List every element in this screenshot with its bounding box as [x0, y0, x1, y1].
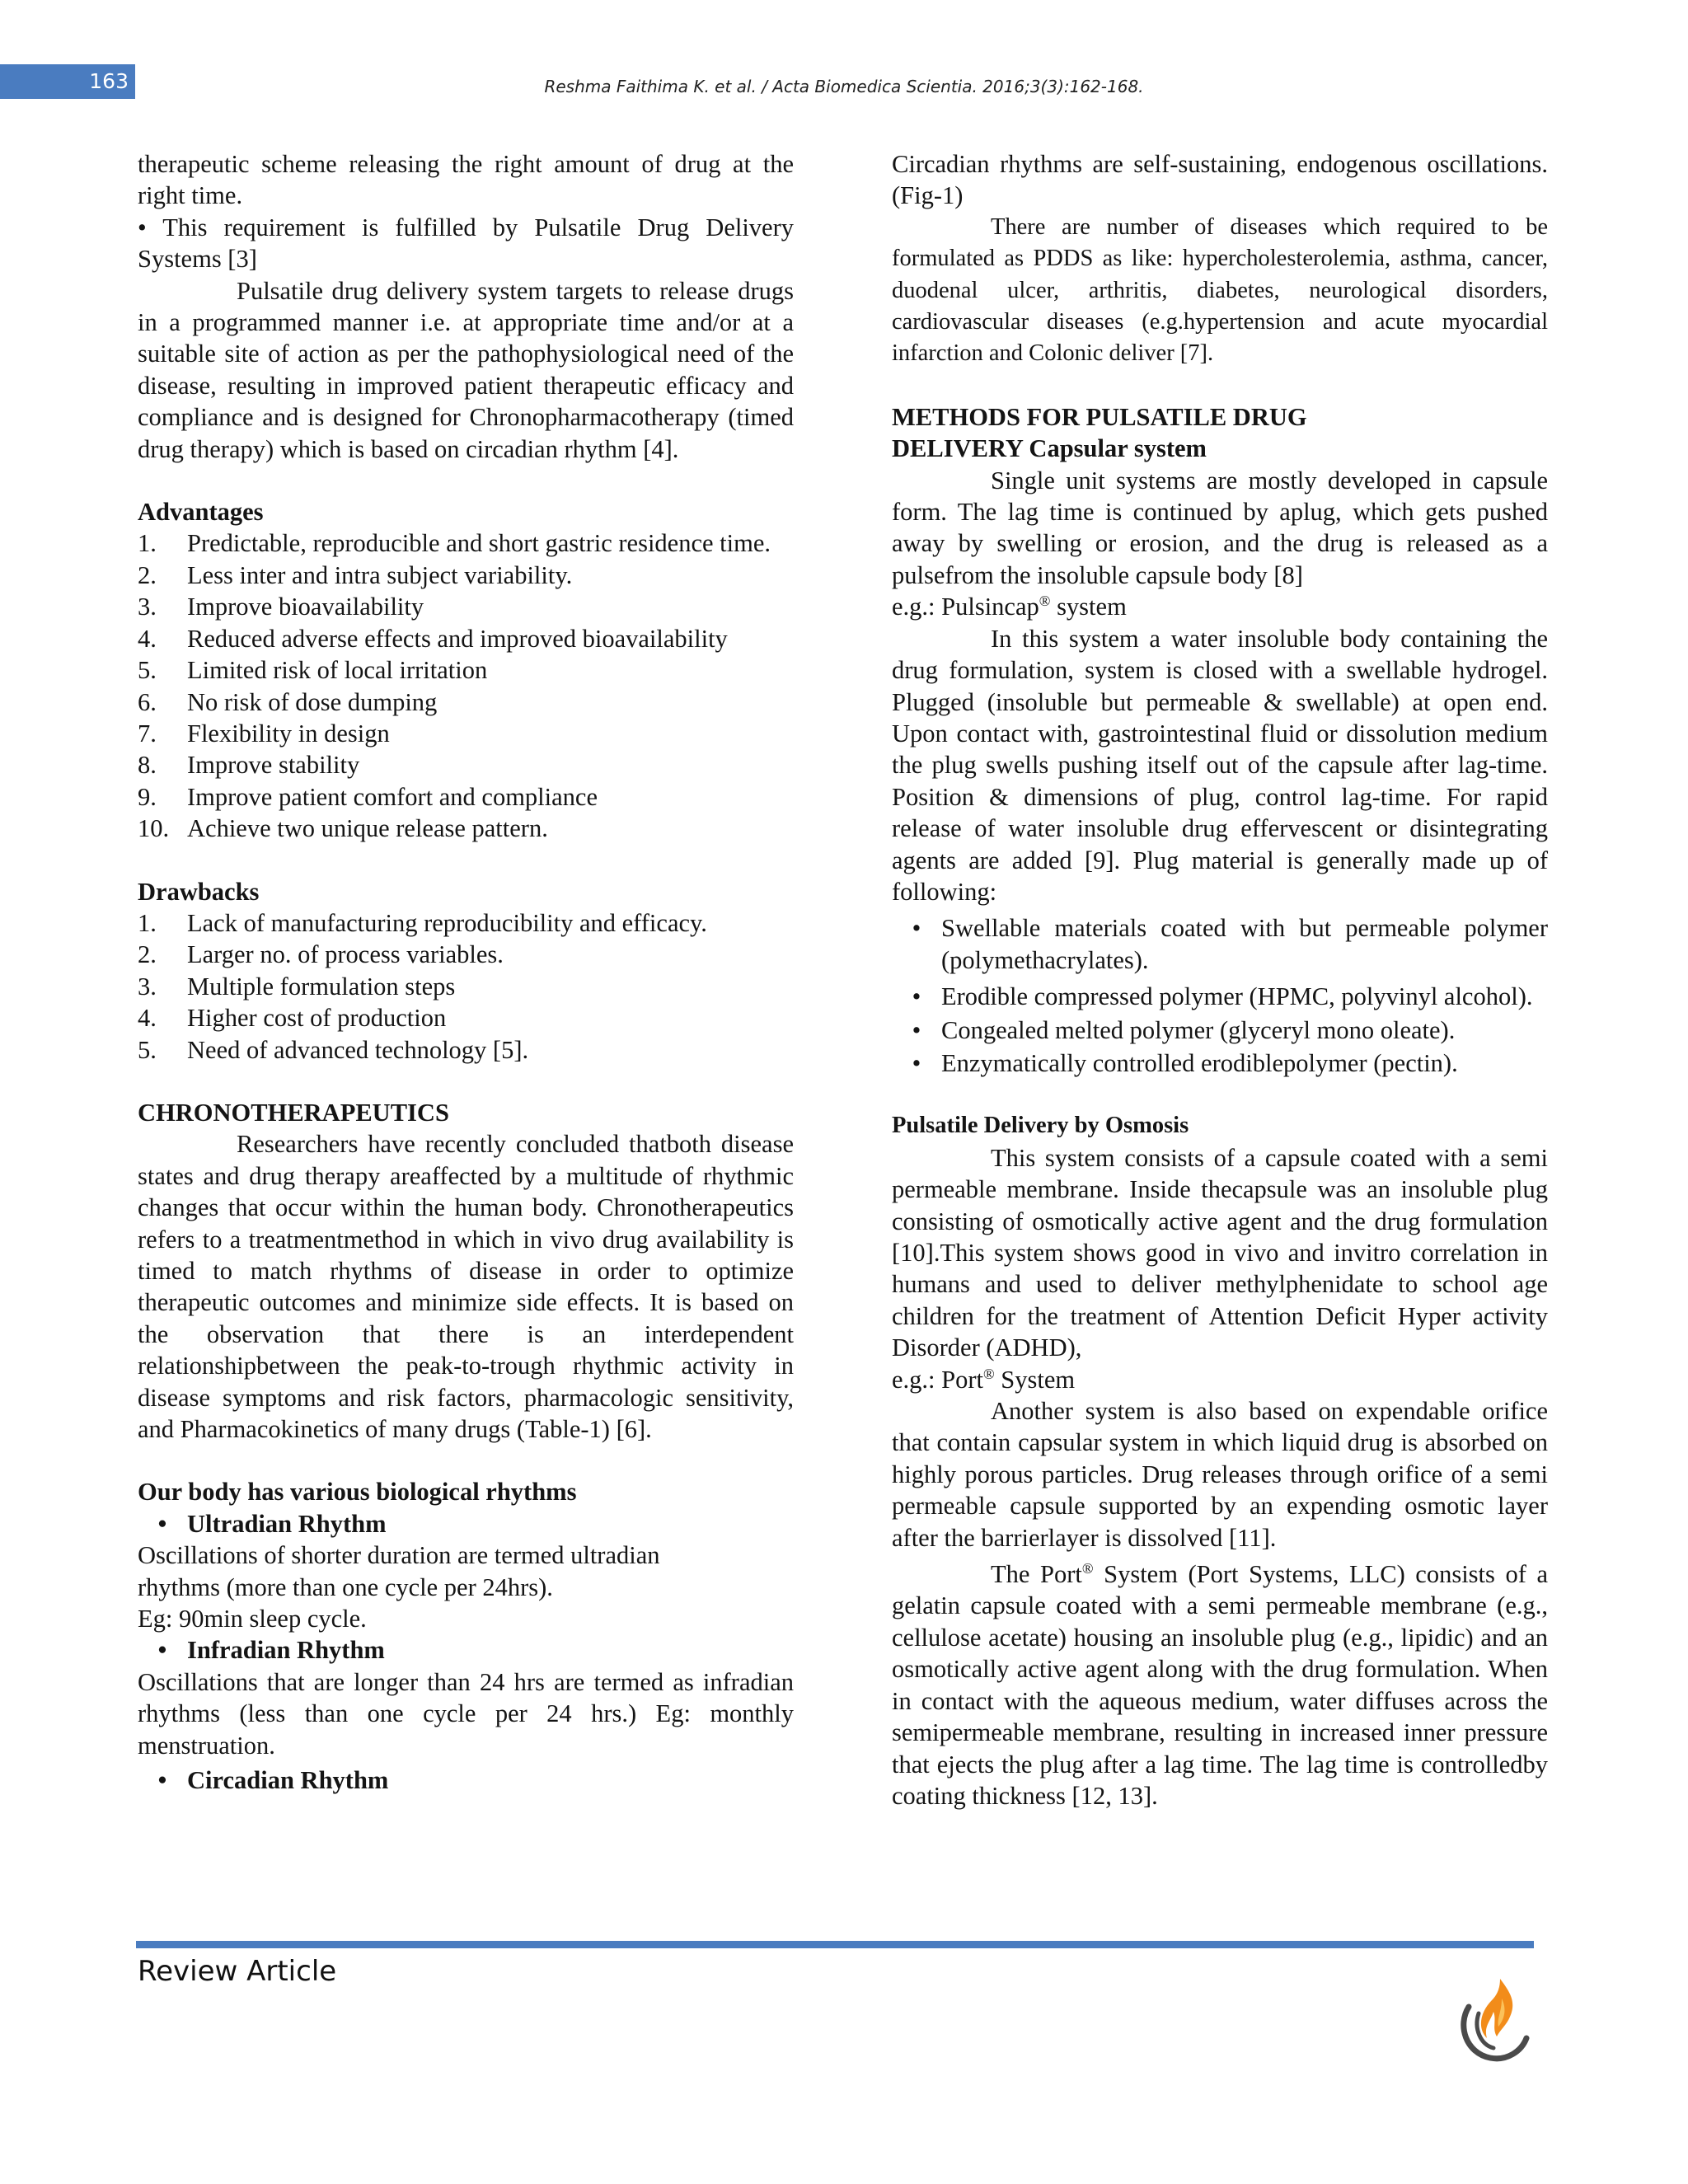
list-item: [138, 654, 794, 686]
paragraph: There are number of diseases which required to be formulated as PDDS as like: hypercholesterolemia, asthma, cancer, duodenal ulcer, arthritis, diabetes, neurological disorders, cardiovascular diseases (e.g.hypertension and acute myocardial infarction and Colonic deliver [7].: [892, 213, 1548, 367]
list-number: 8.: [138, 751, 157, 780]
section-heading-osmosis: Pulsatile Delivery by Osmosis: [892, 1113, 1189, 1139]
text-line: rhythms (more than one cycle per 24hrs).: [138, 1572, 553, 1601]
example-line: [892, 1364, 1548, 1395]
list-text: Reduced adverse effects and improved bioavailability: [187, 624, 728, 653]
section-heading-drawbacks: Drawbacks: [138, 877, 260, 906]
paragraph-text: The Port: [991, 1560, 1082, 1589]
list-number: 10.: [138, 814, 170, 843]
paragraph: [892, 1558, 1548, 1811]
bullet-glyph: •: [157, 1636, 167, 1665]
list-number: 3.: [138, 593, 157, 621]
bullet-heading: [138, 1765, 794, 1796]
paragraph: therapeutic scheme releasing the right amount of drug at the right time.: [138, 150, 794, 210]
list-number: 4.: [138, 1004, 157, 1033]
registered-mark: ®: [1081, 1559, 1094, 1577]
bullet-text: Erodible compressed polymer (HPMC, polyvinyl alcohol).: [941, 982, 1533, 1011]
list-text: Achieve two unique release pattern.: [187, 814, 548, 843]
section-heading-chronotherapeutics: CHRONOTHERAPEUTICS: [138, 1098, 449, 1127]
bullet-heading: [138, 1508, 794, 1540]
publisher-flame-logo-icon: [1451, 1974, 1533, 2064]
footer-rule: [136, 1941, 1534, 1948]
list-item: [892, 912, 1548, 976]
list-item: [892, 1047, 1548, 1079]
spacer: [892, 1079, 1548, 1110]
list-item: [138, 560, 794, 591]
list-item: [138, 1002, 794, 1033]
article-type-label: Review Article: [138, 1955, 337, 1988]
section-heading-methods: METHODS FOR PULSATILE DRUG: [892, 402, 1307, 431]
registered-mark: ®: [982, 1365, 995, 1382]
bullet-glyph: •: [157, 1509, 167, 1538]
list-number: 2.: [138, 940, 157, 969]
list-text: Larger no. of process variables.: [187, 940, 504, 969]
paragraph: Circadian rhythms are self-sustaining, endogenous oscillations. (Fig-1): [892, 150, 1548, 210]
list-item: [138, 971, 794, 1002]
paragraph: In this system a water insoluble body containing the drug formulation, system is closed with a swellable hydrogel. Plugged (insoluble but permeable & swellable) at open end. Upon contact with, gastrointestinal fluid or dissolution medium the plug swells pushing itself out of the capsule after lag-time. Position & dimensions of plug, control lag-time. For rapid release of water insoluble drug effervescent or disintegrating agents are added [9]. Plug material is generally made up of following:: [892, 624, 1548, 906]
text-line: Oscillations of shorter duration are termed ultradian: [138, 1541, 660, 1570]
example-text: e.g.: Port: [892, 1365, 983, 1394]
list-item: [138, 687, 794, 718]
list-number: 3.: [138, 972, 157, 1001]
list-text: Improve stability: [187, 751, 360, 780]
spacer: [892, 370, 1548, 401]
bullet-glyph: •: [912, 914, 921, 943]
paragraph-text: System (Port Systems, LLC) consists of a gelatin capsule coated with a semi permeable membrane (e.g., cellulose acetate) housing an insoluble plug (e.g., lipidic) and an osmotically active agent along with the drug formulation. When in contact with the aqueous medium, water diffuses across the semipermeable membrane, resulting in increased inner pressure that ejects the plug after a lag time. The lag time is controlledby coating thickness [12, 13].: [892, 1560, 1548, 1810]
paragraph: Oscillations that are longer than 24 hrs are termed as infradian rhythms (less than one cycle per 24 hrs.) Eg: monthly menstruation.: [138, 1667, 794, 1760]
subheading-ultradian: Ultradian Rhythm: [187, 1509, 387, 1538]
list-number: 1.: [138, 908, 157, 937]
paragraph: Researchers have recently concluded thatboth disease states and drug therapy areaffected by a multitude of rhythmic changes that occur within the human body. Chronotherapeutics refers to a treatmentmethod in which in vivo drug availability is timed to match rhythms of disease in order to optimize therapeutic outcomes and minimize side effects. It is based on the observation that there is an interdependent relationshipbetween the peak-to-trough rhythmic activity in disease symptoms and risk factors, pharmacologic sensitivity, and Pharmacokinetics of many drugs (Table-1) [6].: [138, 1130, 794, 1444]
list-text: Improve patient comfort and compliance: [187, 782, 598, 811]
page-number: 163: [0, 64, 135, 99]
bullet-glyph: •: [912, 1015, 921, 1044]
list-number: 2.: [138, 560, 157, 589]
paragraph: Pulsatile drug delivery system targets to release drugs in a programmed manner i.e. at appropriate time and/or at a suitable site of action as per the pathophysiological need of the disease, resulting in improved patient therapeutic efficacy and compliance and is designed for Chronopharmacotherapy (timed drug therapy) which is based on circadian rhythm [4].: [138, 276, 794, 463]
section-heading-rhythms: Our body has various biological rhythms: [138, 1478, 577, 1507]
list-item: [138, 1034, 794, 1066]
logo-flame: [1481, 1979, 1512, 2038]
spacer: [138, 845, 794, 876]
list-item: [138, 623, 794, 654]
bullet-text: Swellable materials coated with but permeable polymer (polymethacrylates).: [941, 914, 1548, 974]
example-text: System: [994, 1365, 1076, 1394]
list-text: Higher cost of production: [187, 1004, 447, 1033]
spacer: [138, 1445, 794, 1476]
list-number: 5.: [138, 656, 157, 685]
list-text: Need of advanced technology [5].: [187, 1035, 529, 1064]
list-number: 5.: [138, 1035, 157, 1064]
list-item: [138, 781, 794, 813]
left-column: [138, 148, 794, 1797]
example-line: [892, 591, 1548, 622]
list-number: 6.: [138, 687, 157, 716]
list-number: 9.: [138, 782, 157, 811]
list-item: [892, 1015, 1548, 1046]
list-item: [138, 591, 794, 622]
running-header: Reshma Faithima K. et al. / Acta Biomedica Scientia. 2016;3(3):162-168.: [544, 77, 1144, 96]
paragraph: This system consists of a capsule coated with a semi permeable membrane. Inside thecapsule was an insoluble plug consisting of osmotically active agent and the drug formulation [10].This system shows good in vivo and invitro correlation in humans and used to deliver methylphenidate to school age children for the treatment of Attention Deficit Hyper activity Disorder (ADHD),: [892, 1143, 1548, 1362]
text-line: Eg: 90min sleep cycle.: [138, 1605, 367, 1633]
list-item: [138, 749, 794, 780]
registered-mark: ®: [1039, 593, 1051, 610]
bullet-paragraph: [138, 212, 794, 275]
paragraph: Another system is also based on expendable orifice that contain capsular system in which liquid drug is absorbed on highly porous particles. Drug releases through orifice of a semi permeable capsule supported by an expending osmotic layer after the barrierlayer is dissolved [11].: [892, 1397, 1548, 1552]
list-number: 7.: [138, 719, 157, 748]
bullet-glyph: •: [138, 213, 147, 241]
list-text: No risk of dose dumping: [187, 687, 438, 716]
drawbacks-list: [138, 907, 794, 1066]
bullet-text: Enzymatically controlled erodiblepolymer (pectin).: [941, 1048, 1458, 1077]
list-text: Limited risk of local irritation: [187, 656, 488, 685]
right-column: [892, 148, 1548, 1811]
spacer: [138, 1066, 794, 1097]
list-text: Flexibility in design: [187, 719, 390, 748]
list-number: 1.: [138, 529, 157, 558]
bullet-heading: [138, 1634, 794, 1666]
list-item: [138, 813, 794, 844]
paragraph: Single unit systems are mostly developed in capsule form. The lag time is continued by aplug, which gets pushed away by swelling or erosion, and the drug is released as a pulsefrom the insoluble capsule body [8]: [892, 466, 1548, 589]
list-text: Predictable, reproducible and short gastric residence time.: [187, 529, 771, 558]
subheading-infradian: Infradian Rhythm: [187, 1636, 385, 1665]
list-text: Lack of manufacturing reproducibility and efficacy.: [187, 908, 707, 937]
bullet-glyph: •: [157, 1766, 167, 1795]
list-item: [892, 981, 1548, 1012]
bullet-glyph: •: [912, 1048, 921, 1077]
section-heading-advantages: Advantages: [138, 498, 264, 527]
spacer: [138, 465, 794, 496]
section-heading-methods-cont: DELIVERY Capsular system: [892, 434, 1207, 463]
advantages-list: [138, 527, 794, 844]
list-number: 4.: [138, 624, 157, 653]
bullet-text: This requirement is fulfilled by Pulsatile Drug Delivery Systems [3]: [138, 213, 794, 274]
list-item: [138, 718, 794, 749]
list-item: [138, 527, 794, 559]
list-text: Improve bioavailability: [187, 593, 424, 621]
bullet-text: Congealed melted polymer (glyceryl mono oleate).: [941, 1015, 1456, 1044]
example-text: system: [1050, 593, 1127, 621]
list-item: [138, 907, 794, 939]
list-text: Less inter and intra subject variability.: [187, 560, 573, 589]
bullet-glyph: •: [912, 982, 921, 1011]
list-text: Multiple formulation steps: [187, 972, 456, 1001]
list-item: [138, 939, 794, 970]
subheading-circadian: Circadian Rhythm: [187, 1766, 389, 1795]
example-text: e.g.: Pulsincap: [892, 593, 1039, 621]
